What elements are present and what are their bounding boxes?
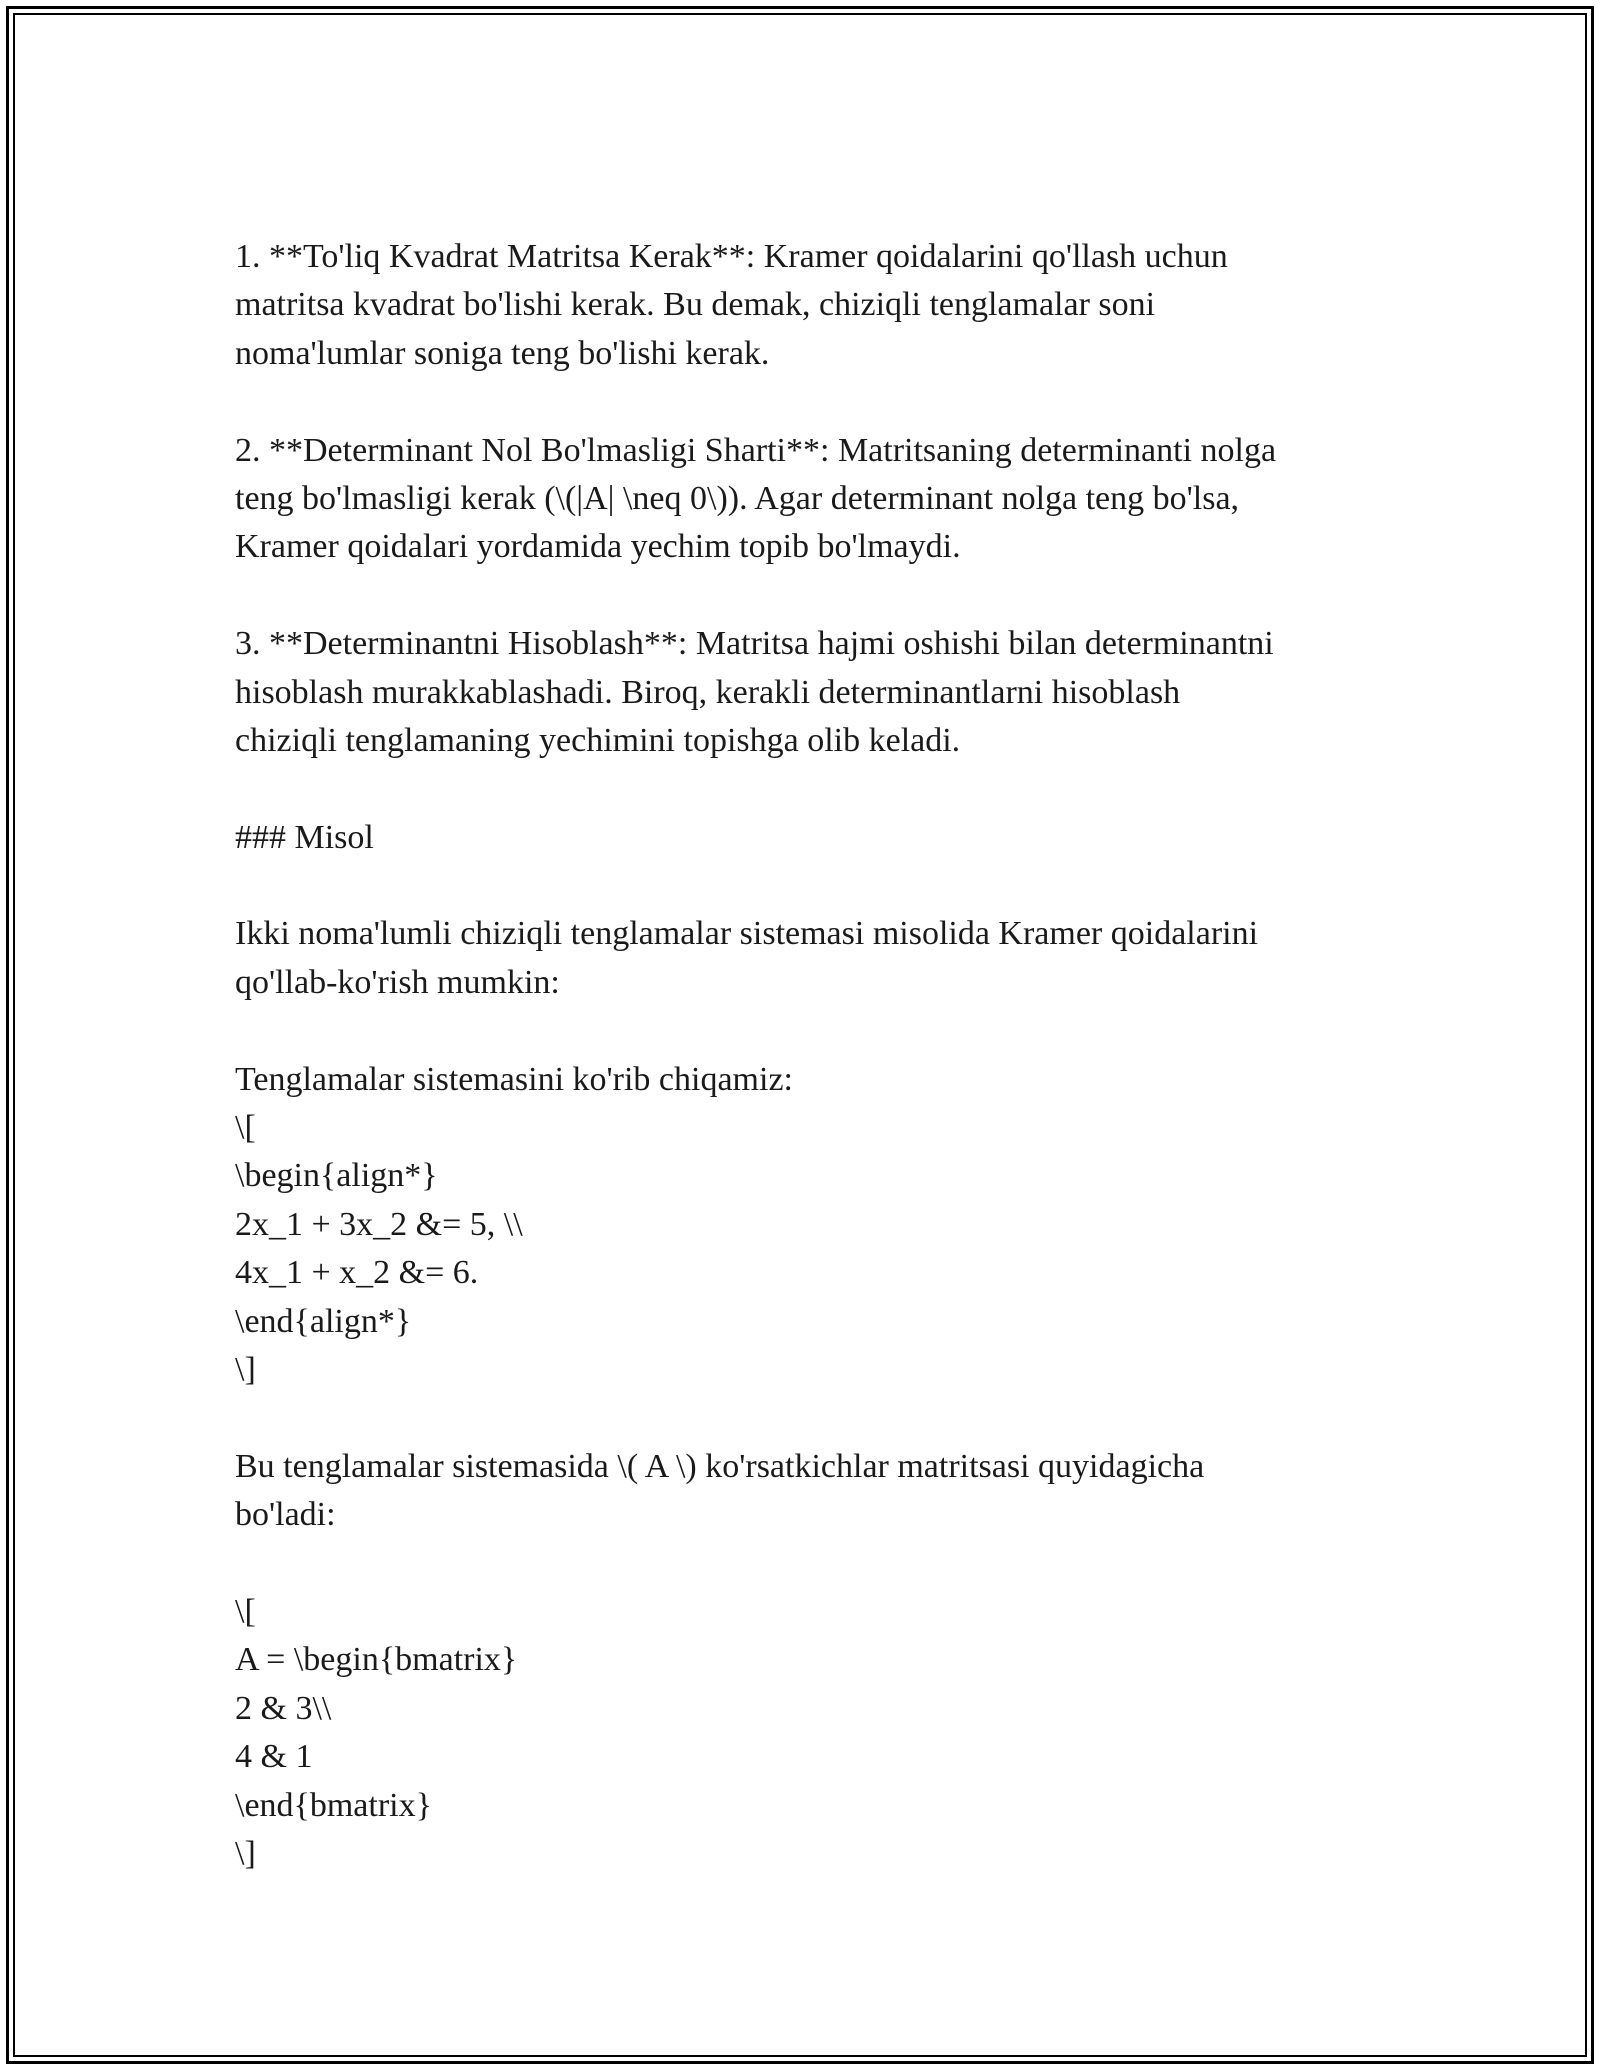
paragraph — [235, 1056, 1375, 1395]
paragraph-gap — [235, 378, 1375, 426]
paragraph-gap — [235, 1540, 1375, 1588]
paragraph-gap — [235, 1007, 1375, 1055]
paragraph — [235, 1588, 1375, 1878]
text-line: qo'llab-ko'rish mumkin: — [235, 963, 560, 1001]
text-line: Tenglamalar sistemasini ko'rib chiqamiz: — [235, 1060, 793, 1098]
text-line: \] — [235, 1350, 256, 1388]
text-line: 4 & 1 — [235, 1738, 313, 1776]
text-line: 2 & 3\\ — [235, 1689, 332, 1727]
paragraph-gap — [235, 862, 1375, 910]
text-line: \[ — [235, 1109, 256, 1147]
text-line: \[ — [235, 1592, 256, 1630]
text-line: bo'ladi: — [235, 1496, 336, 1534]
text-line: matritsa kvadrat bo'lishi kerak. Bu demak, chiziqli tenglamalar soni — [235, 286, 1156, 324]
text-line: noma'lumlar soniga teng bo'lishi kerak. — [235, 334, 770, 372]
paragraph — [235, 910, 1375, 1007]
section-heading — [235, 814, 1375, 862]
text-line: 2x_1 + 3x_2 &= 5, \\ — [235, 1205, 523, 1243]
text-line: 4x_1 + x_2 &= 6. — [235, 1254, 479, 1292]
text-line: hisoblash murakkablashadi. Biroq, kerakli determinantlarni hisoblash — [235, 673, 1181, 711]
paragraph — [235, 427, 1375, 572]
paragraph — [235, 233, 1375, 378]
text-line: teng bo'lmasligi kerak (\(|A| \neq 0\)). Agar determinant nolga teng bo'lsa, — [235, 479, 1240, 517]
paragraph — [235, 620, 1375, 765]
text-line: 2. **Determinant Nol Bo'lmasligi Sharti**: Matritsaning determinanti nolga — [235, 431, 1277, 469]
text-line: 1. **To'liq Kvadrat Matritsa Kerak**: Kramer qoidalarini qo'llash uchun — [235, 238, 1228, 275]
paragraph-gap — [235, 572, 1375, 620]
text-line: \begin{align*} — [235, 1157, 438, 1195]
text-line: Kramer qoidalari yordamida yechim topib bo'lmaydi. — [235, 528, 961, 566]
text-line: A = \begin{bmatrix} — [235, 1641, 518, 1679]
document-body — [235, 233, 1375, 1878]
text-line: \end{align*} — [235, 1302, 412, 1340]
text-line: chiziqli tenglamaning yechimini topishga olib keladi. — [235, 721, 961, 759]
paragraph-gap — [235, 1394, 1375, 1442]
text-line: Ikki noma'lumli chiziqli tenglamalar sistemasi misolida Kramer qoidalarini — [235, 915, 1259, 953]
paragraph — [235, 1443, 1375, 1540]
text-line: \] — [235, 1834, 256, 1872]
paragraph-gap — [235, 765, 1375, 813]
text-line: ### Misol — [235, 818, 374, 856]
text-line: 3. **Determinantni Hisoblash**: Matritsa hajmi oshishi bilan determinantni — [235, 625, 1274, 663]
text-line: Bu tenglamalar sistemasida \( A \) ko'rsatkichlar matritsasi quyidagicha — [235, 1447, 1205, 1485]
text-line: \end{bmatrix} — [235, 1786, 432, 1824]
